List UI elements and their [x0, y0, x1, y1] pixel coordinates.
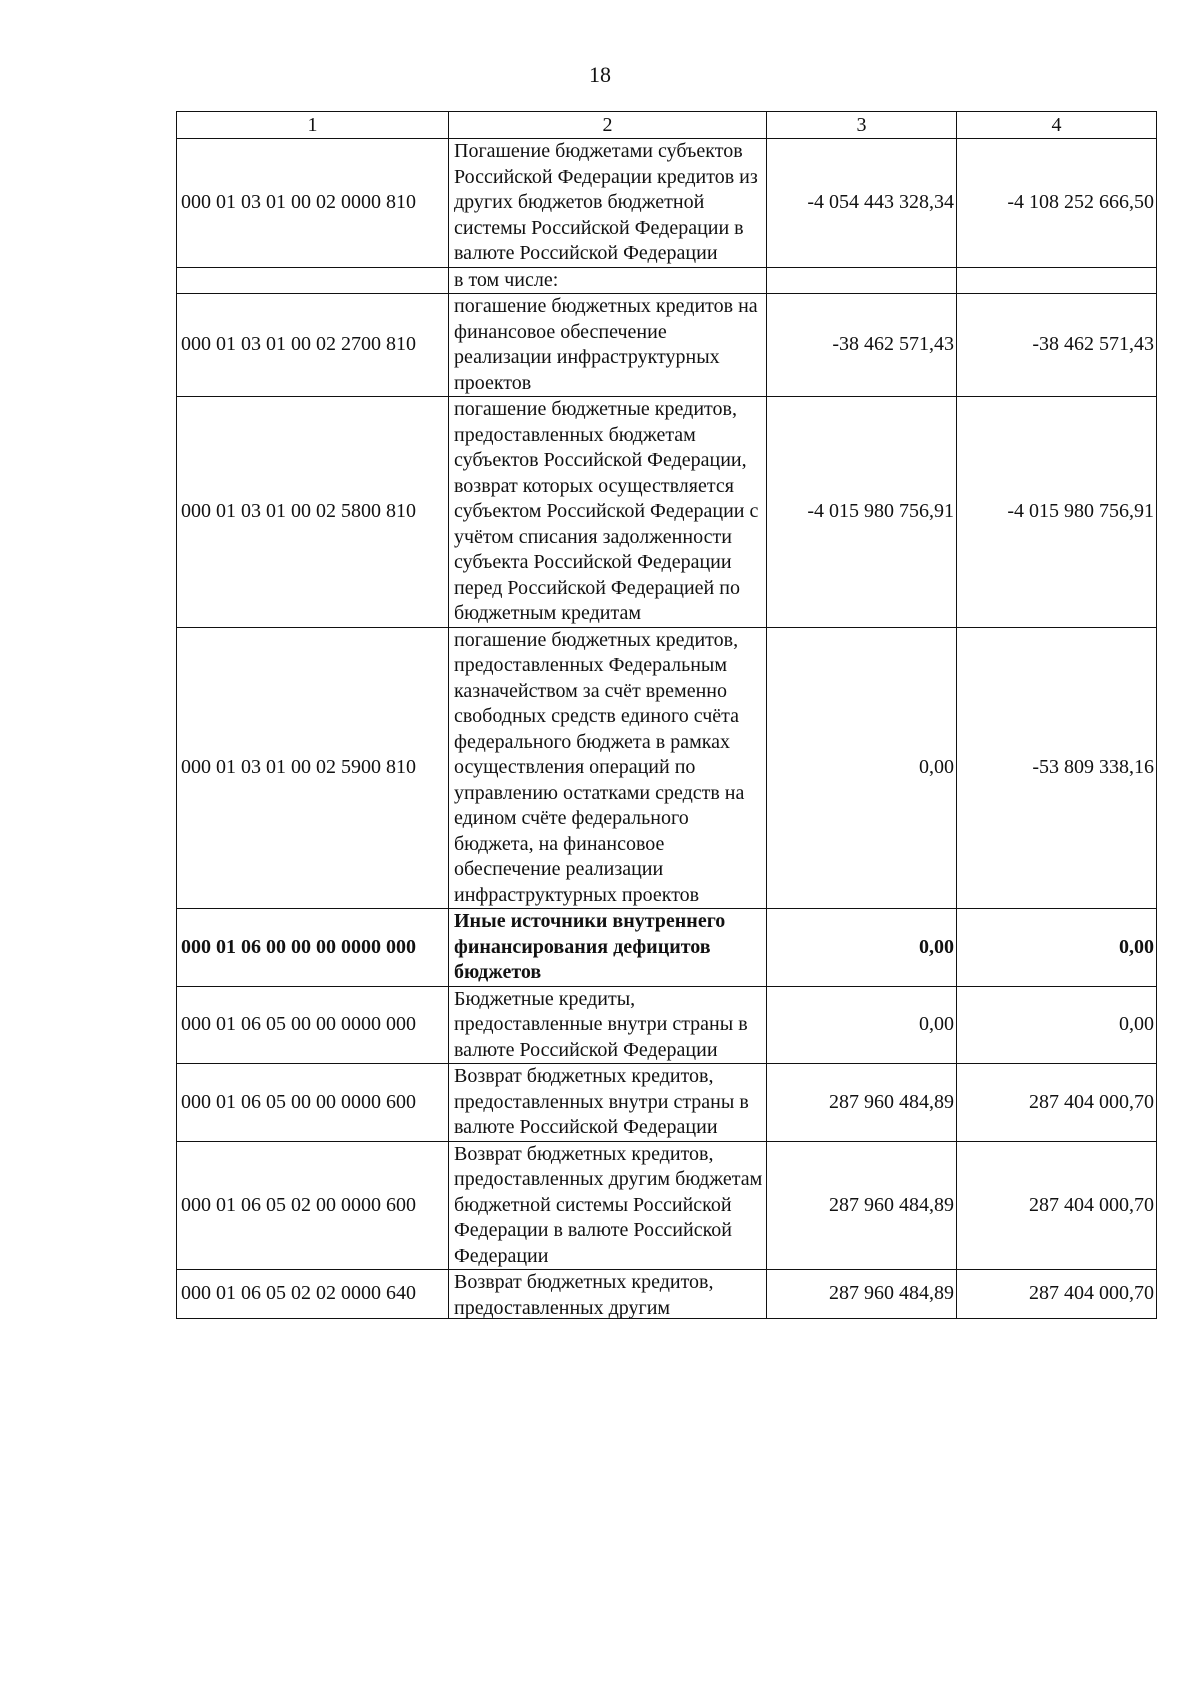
row-value-col3: -4 054 443 328,34 — [767, 139, 957, 268]
row-name: Возврат бюджетных кредитов, предоставленных другим бюджетам бюджетной системы Российской Федерации в валюте Российской Федерации — [449, 1141, 767, 1270]
row-value-col3: 287 960 484,89 — [767, 1064, 957, 1142]
row-name: Иные источники внутреннего финансирования дефицитов бюджетов — [449, 909, 767, 987]
row-code: 000 01 03 01 00 02 2700 810 — [177, 294, 449, 397]
row-code: 000 01 03 01 00 02 5800 810 — [177, 397, 449, 628]
row-value-col4: -53 809 338,16 — [957, 627, 1157, 909]
row-value-col4 — [957, 267, 1157, 294]
table-row — [177, 139, 1157, 268]
row-value-col4: 287 404 000,70 — [957, 1270, 1157, 1319]
table-row — [177, 1270, 1157, 1319]
row-name: Погашение бюджетами субъектов Российской Федерации кредитов из других бюджетов бюджетной системы Российской Федерации в валюте Российской Федерации — [449, 139, 767, 268]
row-value-col3: 0,00 — [767, 986, 957, 1064]
row-code: 000 01 06 00 00 00 0000 000 — [177, 909, 449, 987]
row-code: 000 01 06 05 02 02 0000 640 — [177, 1270, 449, 1319]
row-value-col3: 0,00 — [767, 909, 957, 987]
table-row — [177, 294, 1157, 397]
row-code: 000 01 03 01 00 02 5900 810 — [177, 627, 449, 909]
table-row — [177, 267, 1157, 294]
row-name: Бюджетные кредиты, предоставленные внутри страны в валюте Российской Федерации — [449, 986, 767, 1064]
row-name-text: Возврат бюджетных кредитов, предоставленных другим — [454, 1271, 714, 1318]
table-row — [177, 986, 1157, 1064]
row-value-col3: 287 960 484,89 — [767, 1141, 957, 1270]
page-number: 18 — [589, 62, 611, 87]
row-value-col4: -4 015 980 756,91 — [957, 397, 1157, 628]
row-name — [449, 1270, 767, 1319]
row-code — [177, 267, 449, 294]
row-code: 000 01 06 05 00 00 0000 600 — [177, 1064, 449, 1142]
row-code: 000 01 06 05 02 00 0000 600 — [177, 1141, 449, 1270]
row-name: погашение бюджетных кредитов на финансовое обеспечение реализации инфраструктурных проектов — [449, 294, 767, 397]
table-row — [177, 1141, 1157, 1270]
header-col-3: 3 — [767, 112, 957, 139]
row-code: 000 01 06 05 00 00 0000 000 — [177, 986, 449, 1064]
row-value-col3: 0,00 — [767, 627, 957, 909]
row-name: погашение бюджетные кредитов, предоставленных бюджетам субъектов Российской Федерации, возврат которых осуществляется субъектом Российской Федерации с учётом списания задолженности субъекта Российской Федерации перед Российской Федерацией по бюджетным кредитам — [449, 397, 767, 628]
budget-sources-table — [176, 111, 1157, 1319]
table-row-section-total — [177, 909, 1157, 987]
table-row — [177, 397, 1157, 628]
row-value-col3: 287 960 484,89 — [767, 1270, 957, 1319]
row-name: погашение бюджетных кредитов, предоставленных Федеральным казначейством за счёт временно свободных средств единого счёта федерального бюджета в рамках осуществления операций по управлению остатками средств на едином счёте федерального бюджета, на финансовое обеспечение реализации инфраструктурных проектов — [449, 627, 767, 909]
table-row — [177, 1064, 1157, 1142]
row-value-col3 — [767, 267, 957, 294]
row-value-col4: 287 404 000,70 — [957, 1064, 1157, 1142]
row-value-col4: 0,00 — [957, 909, 1157, 987]
row-code: 000 01 03 01 00 02 0000 810 — [177, 139, 449, 268]
row-name: Возврат бюджетных кредитов, предоставленных внутри страны в валюте Российской Федерации — [449, 1064, 767, 1142]
header-col-2: 2 — [449, 112, 767, 139]
row-name: в том числе: — [449, 267, 767, 294]
row-value-col4: 287 404 000,70 — [957, 1141, 1157, 1270]
table-row — [177, 627, 1157, 909]
row-value-col3: -38 462 571,43 — [767, 294, 957, 397]
header-col-1: 1 — [177, 112, 449, 139]
row-value-col3: -4 015 980 756,91 — [767, 397, 957, 628]
row-value-col4: -38 462 571,43 — [957, 294, 1157, 397]
table-header-row — [177, 112, 1157, 139]
header-col-4: 4 — [957, 112, 1157, 139]
row-value-col4: 0,00 — [957, 986, 1157, 1064]
row-value-col4: -4 108 252 666,50 — [957, 139, 1157, 268]
